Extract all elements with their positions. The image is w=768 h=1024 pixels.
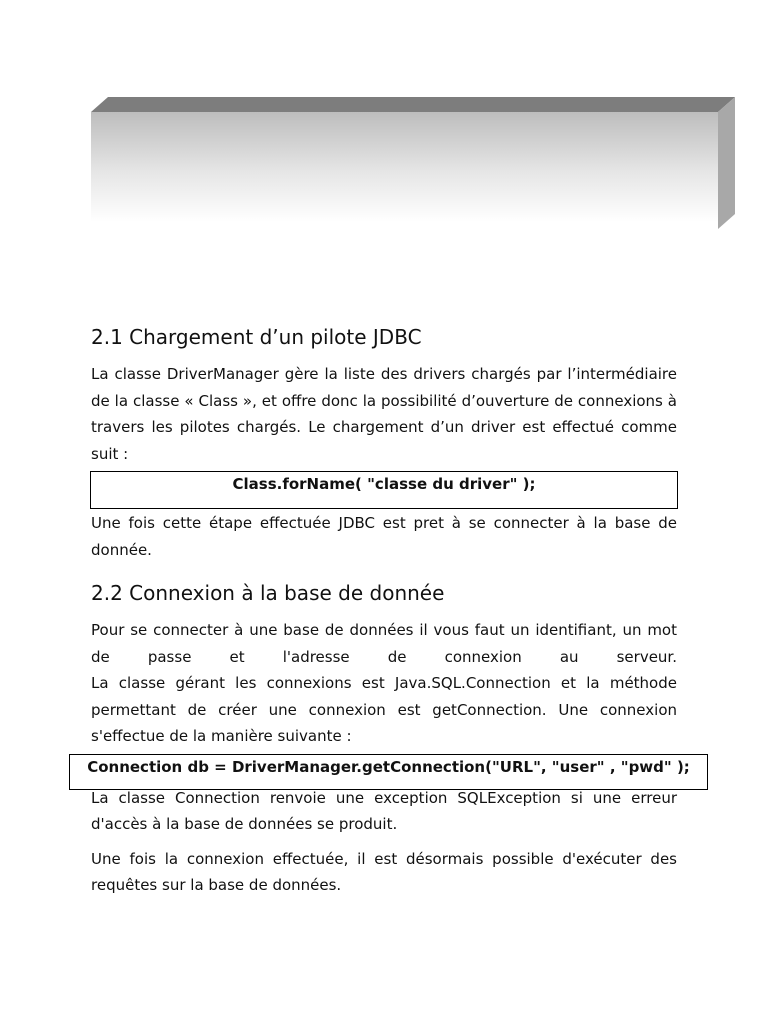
banner-front-face (91, 112, 718, 222)
section-2-1-intro: La classe DriverManager gère la liste des drivers chargés par l’intermédiaire de la classe « Class », et offre donc la possibilité d’ouverture de connexions à travers les pilotes chargés. Le chargement d’un driver est effectué comme suit : (91, 365, 677, 463)
section-heading-2-1: 2.1 Chargement d’un pilote JDBC (91, 325, 422, 349)
section-2-2-intro-line2: La classe gérant les connexions est Java.SQL.Connection et la méthode permettant de créer une connexion est getConnection. Une connexion s'effectue de la manière suivante : (91, 674, 677, 745)
section-heading-2-2: 2.2 Connexion à la base de donnée (91, 581, 445, 605)
code-box-get-connection: Connection db = DriverManager.getConnection("URL", "user" , "pwd" ); (69, 754, 708, 790)
section-2-2-conclusion: Une fois la connexion effectuée, il est désormais possible d'exécuter des requêtes sur la base de données. (91, 849, 677, 894)
document-body (87, 322, 690, 899)
section-2-2-intro-line1: Pour se connecter à une base de données il vous faut un identifiant, un mot de passe et l'adresse de connexion au serveur. (91, 621, 677, 666)
header-banner (0, 0, 768, 240)
code-box-class-forname: Class.forName( "classe du driver" ); (90, 471, 678, 509)
banner-side-face (718, 97, 735, 229)
section-2-2-exception: La classe Connection renvoie une exception SQLException si une erreur d'accès à la base de données se produit. (91, 788, 677, 833)
banner-top-face (91, 97, 735, 112)
section-2-1-conclusion: Une fois cette étape effectuée JDBC est pret à se connecter à la base de donnée. (91, 514, 677, 559)
